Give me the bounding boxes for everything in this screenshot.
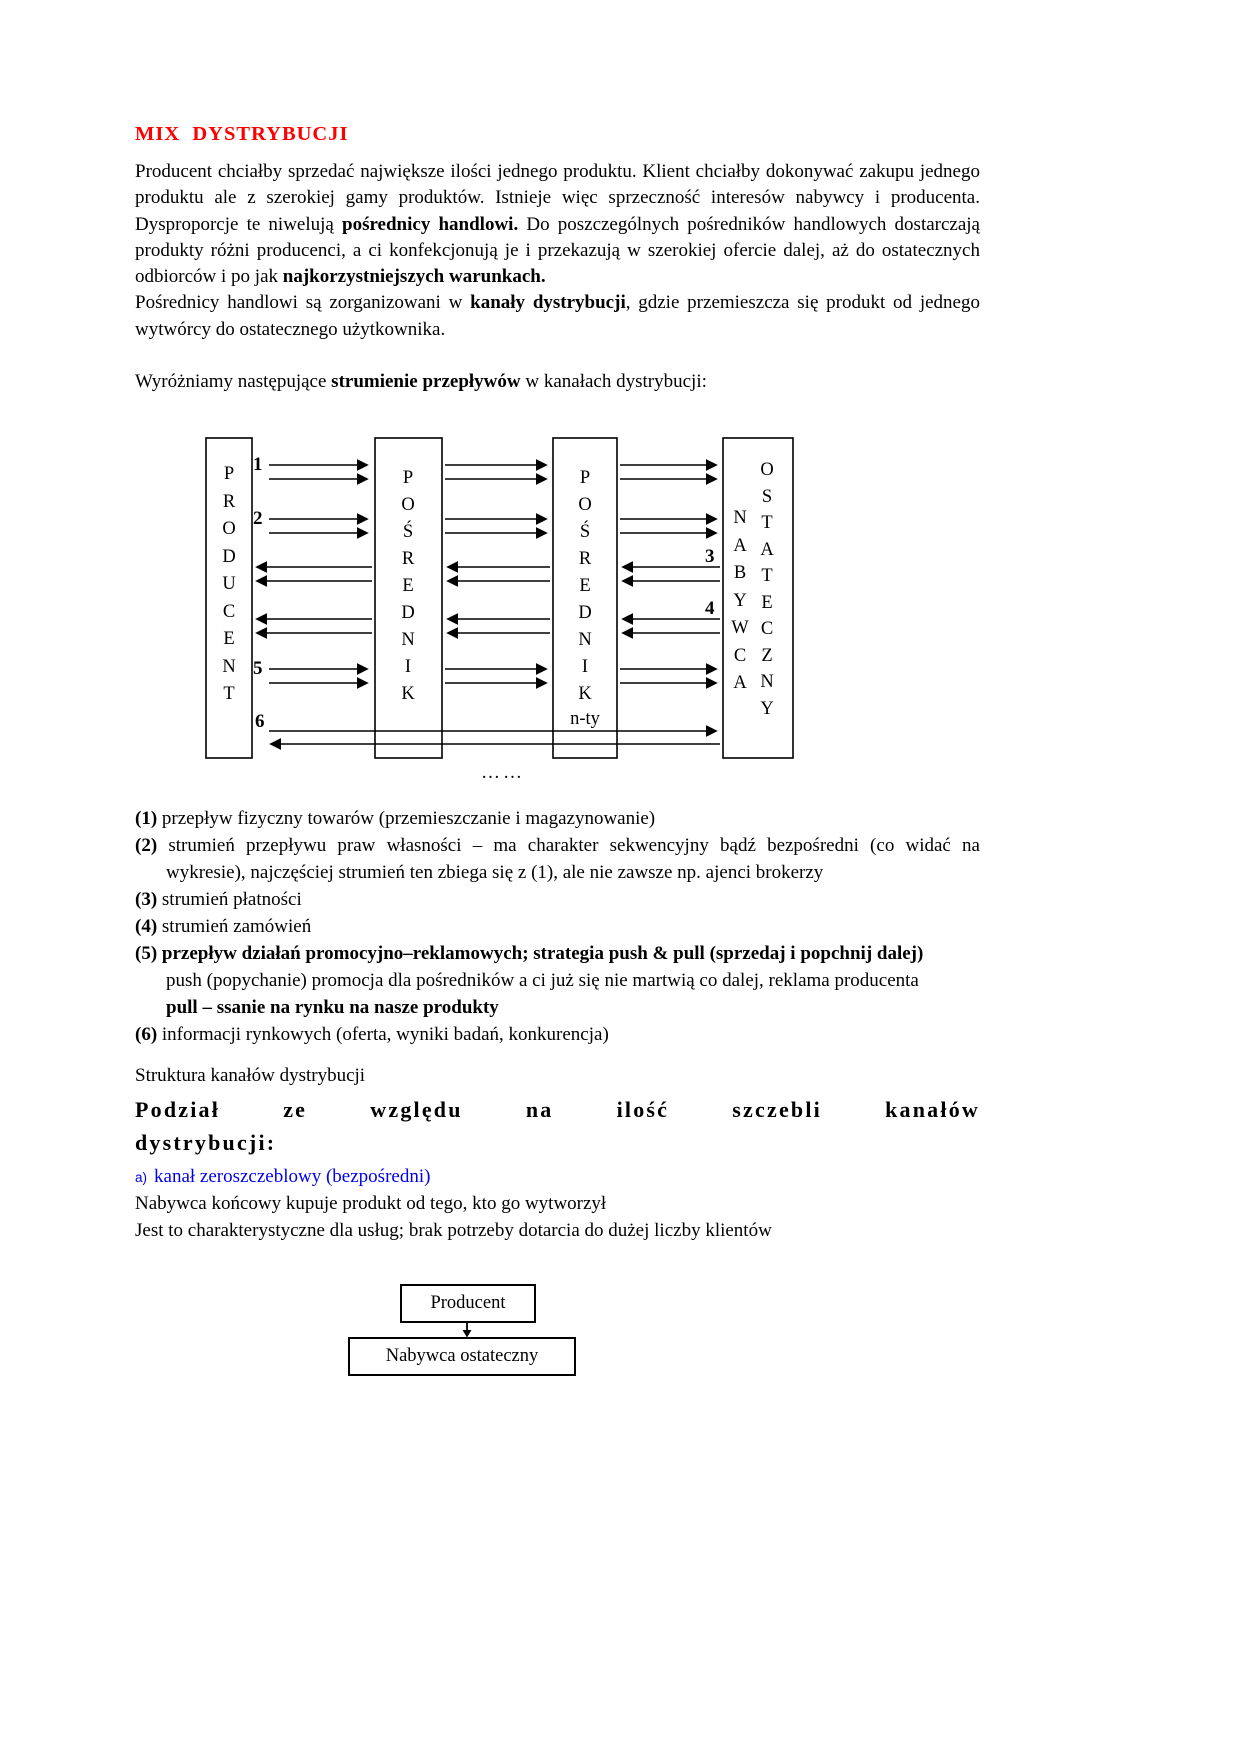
page-title: MIX DYSTRYBUCJI [135,123,349,145]
stream-item-2-text: strumień przepływu praw własności – ma charakter sekwencyjny bądź bezpośredni (co widać na wykresie), najczęściej strumień ten zbiega się z (1), ale nie zawsze np. ajenci brokerzy [166,835,980,884]
nabywca-mini-box [348,1337,576,1376]
flow-3-arrows [257,567,720,581]
continuation-dots: …… [481,762,525,784]
intro-p3-text-a: Wyróżniamy następujące [135,371,332,393]
stream-item-6-number: (6) [135,1024,158,1046]
nabywca-label: N A B Y W C A [731,508,749,694]
streams-diagram-canvas [205,433,797,785]
stream-item-5 [135,940,980,967]
section-heading-line-2: dystrybucji: [135,1130,277,1156]
channel-type-a-text: kanał zeroszczeblowy (bezpośredni) [154,1166,431,1188]
posrednik-n-label: P O Ś R E D N I K [578,468,592,705]
streams-list [135,805,980,1048]
stream-item-5-pull-note: pull – ssanie na rynku na nasze produkty [166,997,499,1019]
channel-type-a [135,1164,980,1191]
zero-level-note-2: Jest to charakterystyczne dla usług; brak potrzeby dotarcia do dużej liczby klientów [135,1219,772,1241]
flow-5-arrows [269,669,716,683]
flow-2-arrows [269,519,716,533]
down-arrow-icon [460,1322,474,1338]
intro-paragraph-1 [135,159,980,290]
flow-4-label: 4 [705,598,715,620]
intro-paragraph-3 [135,369,980,395]
stream-item-4-number: (4) [135,916,158,938]
zero-level-note-1: Nabywca końcowy kupuje produkt od tego, kto go wytworzył [135,1193,607,1215]
stream-item-1-text: przepływ fizyczny towarów (przemieszczanie i magazynowanie) [161,808,656,830]
flow-1-arrows [269,465,716,479]
intro-paragraph-2 [135,290,980,343]
intro-p2-text-a: Pośrednicy handlowi są zorganizowani w [135,292,471,314]
stream-item-1 [135,805,980,832]
stream-item-5-number: (5) [135,943,158,965]
intro-p2-text-b: , gdzie przemieszcza się produkt od jednego wytwórcy do ostatecznego użytkownika. [135,292,980,340]
flow-1-label: 1 [253,454,263,476]
stream-item-3-number: (3) [135,889,158,911]
stream-item-3-text: strumień płatności [161,889,302,911]
section-heading [135,1093,980,1159]
flow-6-label: 6 [255,711,265,733]
flow-4-arrows [257,619,720,633]
posrednik-n-ty-label: n-ty [570,709,600,730]
intro-p1-text-b: Do poszczególnych pośredników handlowych dostarczają produkty różni producenci, a ci konfekcjonują je i przekazują w szerokiej ofercie dalej, aż do ostatecznych odbiorców i po jak [135,213,980,288]
distribution-streams-diagram [205,433,797,785]
nabywca-mini-label: Nabywca ostateczny [385,1345,539,1366]
document-content [135,124,980,1389]
flow-3-label: 3 [705,546,715,568]
bold-kanaly-dystrybucji: kanały dystrybucji [470,292,626,314]
bold-najkorzystniejszych: najkorzystniejszych warunkach. [282,266,546,288]
section-heading-line-1: Podział ze względu na ilość szczebli kanałów [135,1097,980,1123]
ostateczny-label: O S T A T E C Z N Y [760,460,774,719]
stream-item-3 [135,886,980,913]
bold-strumienie-przeplywow: strumienie przepływów [331,371,521,393]
stream-item-2-number: (2) [135,835,158,857]
stream-item-5-push-note: push (popychanie) promocja dla pośredników a ci już się nie martwią co dalej, reklama producenta [166,970,919,992]
stream-item-2 [135,832,980,886]
producent-label: P R O D U C E N T [222,464,236,705]
flow-2-label: 2 [253,508,263,530]
structure-intro-line: Struktura kanałów dystrybucji [135,1065,366,1087]
intro-p3-text-b: w kanałach dystrybucji: [520,371,707,393]
zero-level-channel-diagram [135,1284,980,1389]
producent-mini-label: Producent [430,1292,506,1313]
flow-6-arrows [269,731,720,744]
flow-5-label: 5 [253,658,263,680]
posrednik-1-label: P O Ś R E D N I K [401,468,415,705]
stream-item-5-text: przepływ działań promocyjno–reklamowych; strategia push & pull (sprzedaj i popchnij dalej) [161,943,924,965]
stream-item-4 [135,913,980,940]
stream-item-6-text: informacji rynkowych (oferta, wyniki badań, konkurencja) [161,1024,609,1046]
channel-type-a-marker: a) [135,1170,148,1186]
stream-item-1-number: (1) [135,808,158,830]
intro-p1-text-a: Producent chciałby sprzedać największe ilości jednego produktu. Klient chciałby dokonywać zakupu jednego produktu ale z szerokiej gamy produktów. Istnieje więc sprzeczność interesów nabywcy i producenta. Dysproporcje te niwelują [135,161,980,235]
bold-posrednicy-handlowi: pośrednicy handlowi. [342,213,519,235]
producent-mini-box [400,1284,536,1323]
stream-item-6 [135,1021,980,1048]
stream-item-4-text: strumień zamówień [161,916,312,938]
